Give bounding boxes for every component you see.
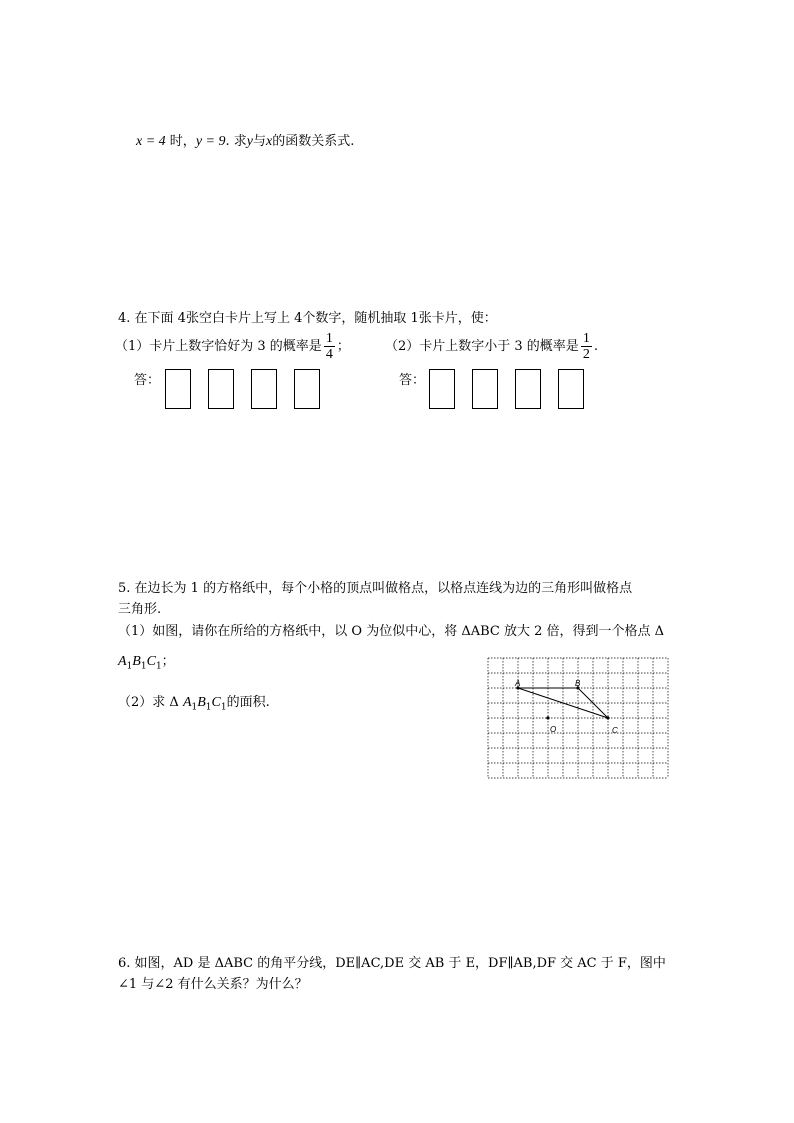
q5-label-b: B xyxy=(575,679,581,688)
q5-p2-c1-letter: C xyxy=(211,695,221,710)
q3-tail: 的函数关系式. xyxy=(272,134,355,149)
q5-b1-sub: 1 xyxy=(140,661,147,672)
q5-a1-letter: A xyxy=(118,654,127,669)
q3-line xyxy=(136,133,354,151)
q5-point-c xyxy=(606,716,609,719)
q5-c1-sub: 1 xyxy=(155,661,162,672)
q4-part2-end: . xyxy=(593,339,598,354)
q5-stem-line2: 三角形. xyxy=(118,602,162,617)
q5-p2-b1-letter: B xyxy=(197,695,206,710)
q3-y-var: y xyxy=(246,134,253,149)
q3-yu: 与 xyxy=(252,134,266,149)
q4-card-2-2 xyxy=(472,369,498,409)
q5-grid-lines xyxy=(488,658,668,778)
q5-part1-line1: （1）如图，请你在所给的方格纸中，以 O 为位似中心，将 ΔABC 放大 2 倍，得到一个格点 Δ xyxy=(118,624,665,639)
q6-line1: 6. 如图，AD 是 ΔABC 的角平分线，DE∥AC,DE 交 AB 于 E，DF∥AB,DF 交 AC 于 F，图中 xyxy=(118,956,666,971)
q4-part1-end: ； xyxy=(336,339,350,354)
q5-c1-letter: C xyxy=(146,654,156,669)
q4-part1-text: （1）卡片上数字恰好为 3 的概率是 xyxy=(115,339,322,354)
q3-rest: . 求 xyxy=(225,134,247,149)
q4-answer-label-2: 答： xyxy=(399,373,426,388)
q4-answer-label-1: 答： xyxy=(134,373,161,388)
q4-part2-numerator: 1 xyxy=(582,331,590,346)
q4-part2-text: （2）卡片上数字小于 3 的概率是 xyxy=(385,339,579,354)
q3-y-equation: y = 9 xyxy=(195,134,226,149)
q4-part2 xyxy=(385,331,598,362)
q5-part2 xyxy=(118,694,270,717)
q4-card-1-3 xyxy=(251,369,277,409)
q5-p2-b1-sub: 1 xyxy=(205,702,212,713)
q5-part2-suffix: 的面积. xyxy=(226,695,270,710)
q5-point-o xyxy=(546,716,549,719)
q5-label-o: O xyxy=(550,725,557,734)
q4-part2-denominator: 2 xyxy=(582,347,590,362)
q5-part2-prefix: （2）求 Δ xyxy=(118,695,183,710)
q4-part1-denominator: 4 xyxy=(325,347,333,362)
q4-card-1-4 xyxy=(294,369,320,409)
q4-stem: 4. 在下面 4张空白卡片上写上 4个数字，随机抽取 1张卡片，使： xyxy=(118,311,497,326)
q3-when: 时， xyxy=(165,134,196,149)
q3-x-equation: x = 4 xyxy=(136,134,166,149)
q4-card-1-1 xyxy=(165,369,191,409)
q5-p2-a1-letter: A xyxy=(182,695,192,710)
q5-label-a: A xyxy=(515,679,521,688)
q5-b1-letter: B xyxy=(132,654,141,669)
q4-card-2-1 xyxy=(429,369,455,409)
q4-card-2-4 xyxy=(558,369,584,409)
q5-part1-end: ； xyxy=(161,654,175,669)
q4-part1 xyxy=(115,331,350,362)
q5-a1-sub: 1 xyxy=(126,661,133,672)
q5-part1-line2 xyxy=(118,653,175,676)
q4-part1-fraction xyxy=(324,331,335,362)
q3-x-var: x xyxy=(265,134,273,149)
q4-card-1-2 xyxy=(208,369,234,409)
q4-card-2-3 xyxy=(515,369,541,409)
q5-stem-line1: 5. 在边长为 1 的方格纸中，每个小格的顶点叫做格点，以格点连线为边的三角形叫做格点 xyxy=(118,581,633,596)
q5-p2-a1-sub: 1 xyxy=(191,702,198,713)
q5-p2-c1-sub: 1 xyxy=(220,702,227,713)
q4-part1-numerator: 1 xyxy=(325,331,333,346)
q4-part2-fraction xyxy=(581,331,592,362)
q5-grid-figure xyxy=(486,656,670,780)
q5-label-c: C xyxy=(612,726,618,735)
q6-line2: ∠1 与∠2 有什么关系？为什么？ xyxy=(118,977,308,992)
